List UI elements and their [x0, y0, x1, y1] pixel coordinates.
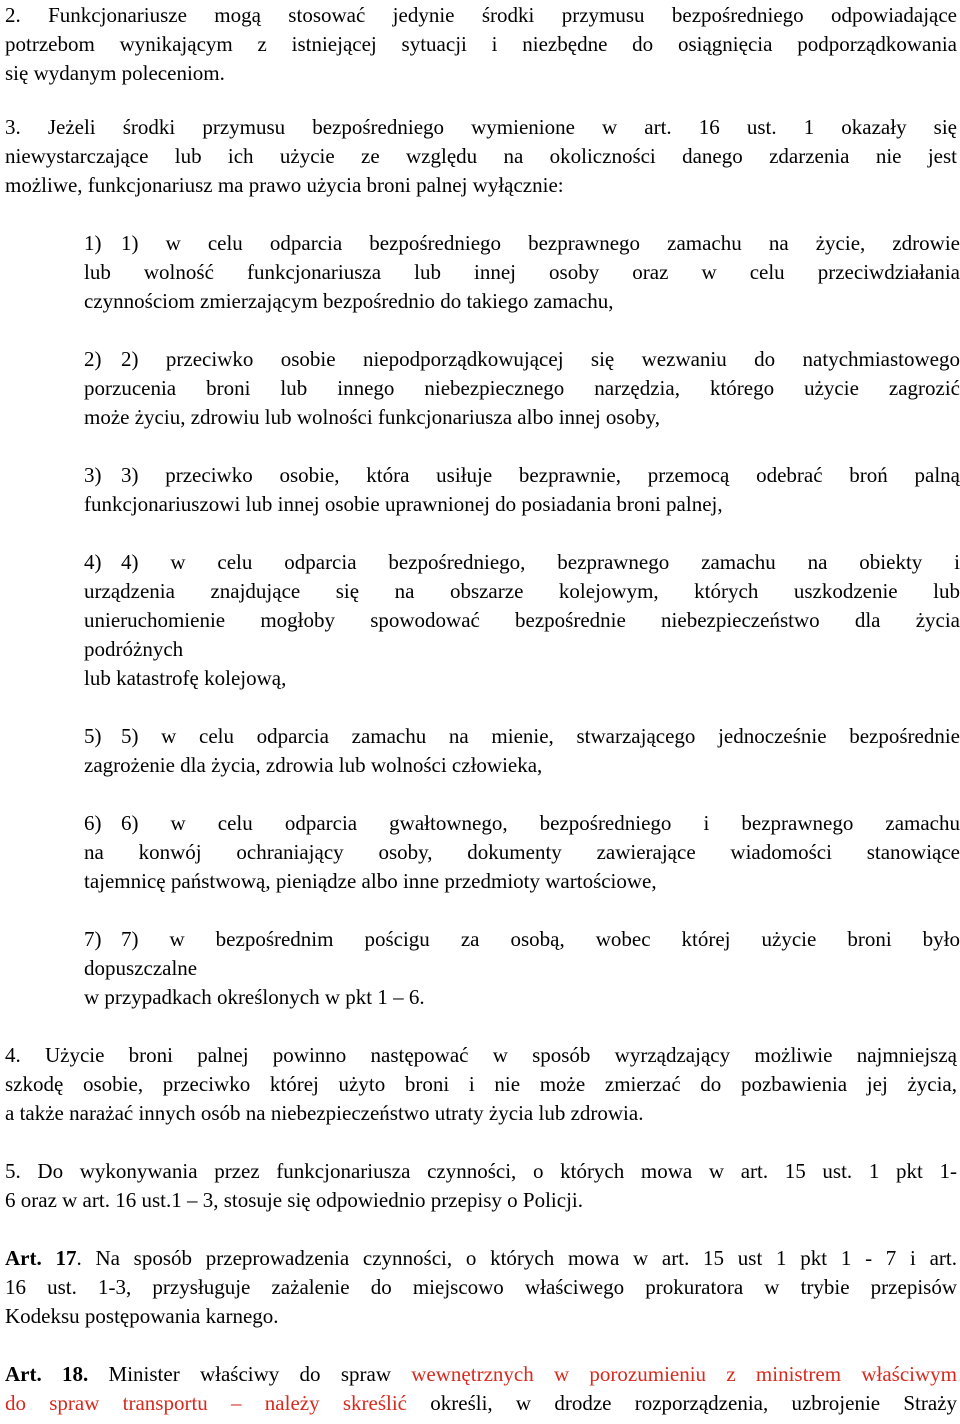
paragraph-3 [5, 113, 957, 200]
paragraph-line: 3. Jeżeli środki przymusu bezpośredniego wymienione w art. 16 ust. 1 okazały się [5, 115, 957, 139]
article-18-text: Minister właściwy do spraw [88, 1362, 412, 1386]
list-item-line: 6) w celu odparcia gwałtownego, bezpośredniego i bezprawnego zamachu [121, 811, 960, 835]
list-item-line: porzucenia broni lub innego niebezpiecznego narzędzia, którego użycie zagrozić [84, 376, 960, 400]
paragraph-line: Kodeksu postępowania karnego. [5, 1304, 279, 1328]
list-item-line: czynnościom zmierzającym bezpośrednio do takiego zamachu, [84, 289, 614, 313]
list-item-line: lub katastrofę kolejową, [84, 666, 287, 690]
paragraph-line: 2. Funkcjonariusze mogą stosować jedynie środki przymusu bezpośredniego odpowiadające [5, 3, 957, 27]
list-item-line: 5) w celu odparcia zamachu na mienie, stwarzającego jednocześnie bezpośrednie [121, 724, 960, 748]
list-item-line: urządzenia znajdujące się na obszarze kolejowym, których uszkodzenie lub [84, 579, 960, 603]
paragraph-5 [5, 1157, 957, 1215]
list-item-line: 7) w bezpośrednim pościgu za osobą, wobec której użycie broni było [121, 927, 960, 951]
list-item [84, 345, 960, 429]
article-18-first-line [5, 1360, 957, 1389]
list-item-line: może życiu, zdrowiu lub wolności funkcjonariusza albo innej osoby, [84, 405, 660, 429]
list-item-line: unieruchomienie mogłoby spowodować bezpośrednie niebezpieczeństwo dla życia [84, 608, 960, 632]
list-item-line: 1) w celu odparcia bezpośredniego bezprawnego zamachu na życie, zdrowie [121, 231, 960, 255]
paragraph-line: możliwe, funkcjonariusz ma prawo użycia broni palnej wyłącznie: [5, 173, 564, 197]
paragraph-line: a także narażać innych osób na niebezpieczeństwo utraty życia lub zdrowia. [5, 1101, 644, 1125]
list-item-line: 2) przeciwko osobie niepodporządkowującej się wezwaniu do natychmiastowego [121, 347, 960, 371]
paragraph-line: 4. Użycie broni palnej powinno następować w sposób wyrządzający możliwie najmniejszą [5, 1043, 957, 1067]
paragraph-line: się wydanym poleceniom. [5, 61, 225, 85]
list-item-number: 6) [84, 811, 102, 835]
article-17-label: Art. 17 [5, 1246, 77, 1270]
paragraph-2 [5, 1, 957, 88]
list-item [84, 925, 960, 1009]
list-item-line: 4) w celu odparcia bezpośredniego, bezprawnego zamachu na obiekty i [121, 550, 960, 574]
article-17-text: . Na sposób przeprowadzenia czynności, o których mowa w art. 15 ust 1 pkt 1 - 7 i art. [76, 1246, 957, 1270]
list-item-number: 1) [84, 231, 102, 255]
paragraph-line: 16 ust. 1-3, przysługuje zażalenie do miejscowo właściwego prokuratora w trybie przepisów [5, 1275, 957, 1299]
list-item-line: dopuszczalne [84, 956, 198, 980]
list-item [84, 229, 960, 313]
paragraph-4 [5, 1041, 957, 1128]
list-item-line: podróżnych [84, 637, 184, 661]
list-item-line: lub wolność funkcjonariusza lub innej osoby oraz w celu przeciwdziałania [84, 260, 960, 284]
article-17 [5, 1244, 957, 1331]
article-18-annotation: do spraw transportu – należy skreślić [5, 1391, 408, 1415]
list-item-line: funkcjonariuszowi lub innej osobie uprawnionej do posiadania broni palnej, [84, 492, 723, 516]
list-item-number: 3) [84, 463, 102, 487]
list-item [84, 809, 960, 893]
article-17-first-line [5, 1244, 957, 1273]
article-18-label: Art. 18. [5, 1362, 89, 1386]
paragraph-line: szkodę osobie, przeciwko której użyto broni i nie może zmierzać do pozbawienia jej życia, [5, 1072, 957, 1096]
list-item-number: 5) [84, 724, 102, 748]
article-18 [5, 1360, 957, 1418]
list-item [84, 548, 960, 690]
list-item-line: w przypadkach określonych w pkt 1 – 6. [84, 985, 425, 1009]
list-item-line: zagrożenie dla życia, zdrowia lub wolności człowieka, [84, 753, 543, 777]
list-item [84, 461, 960, 516]
paragraph-line: 5. Do wykonywania przez funkcjonariusza czynności, o których mowa w art. 15 ust. 1 pkt 1- [5, 1159, 957, 1183]
list-item-line: tajemnicę państwową, pieniądze albo inne przedmioty wartościowe, [84, 869, 657, 893]
article-18-second-line [5, 1389, 957, 1418]
list-item-number: 2) [84, 347, 102, 371]
list-item-line: 3) przeciwko osobie, która usiłuje bezprawnie, przemocą odebrać broń palną [121, 463, 960, 487]
list-item-number: 4) [84, 550, 102, 574]
list-item-number: 7) [84, 927, 102, 951]
article-18-text: określi, w drodze rozporządzenia, uzbrojenie Straży [407, 1391, 957, 1415]
list-item-line: na konwój ochraniający osoby, dokumenty zawierające wiadomości stanowiące [84, 840, 960, 864]
paragraph-line: potrzebom wynikającym z istniejącej sytuacji i niezbędne do osiągnięcia podporządkowania [5, 32, 957, 56]
list-item [84, 722, 960, 777]
paragraph-line: niewystarczające lub ich użycie ze względu na okoliczności danego zdarzenia nie jest [5, 144, 957, 168]
paragraph-line: 6 oraz w art. 16 ust.1 – 3, stosuje się odpowiednio przepisy o Policji. [5, 1188, 584, 1212]
article-18-annotation: wewnętrznych w porozumieniu z ministrem właściwym [411, 1362, 957, 1386]
